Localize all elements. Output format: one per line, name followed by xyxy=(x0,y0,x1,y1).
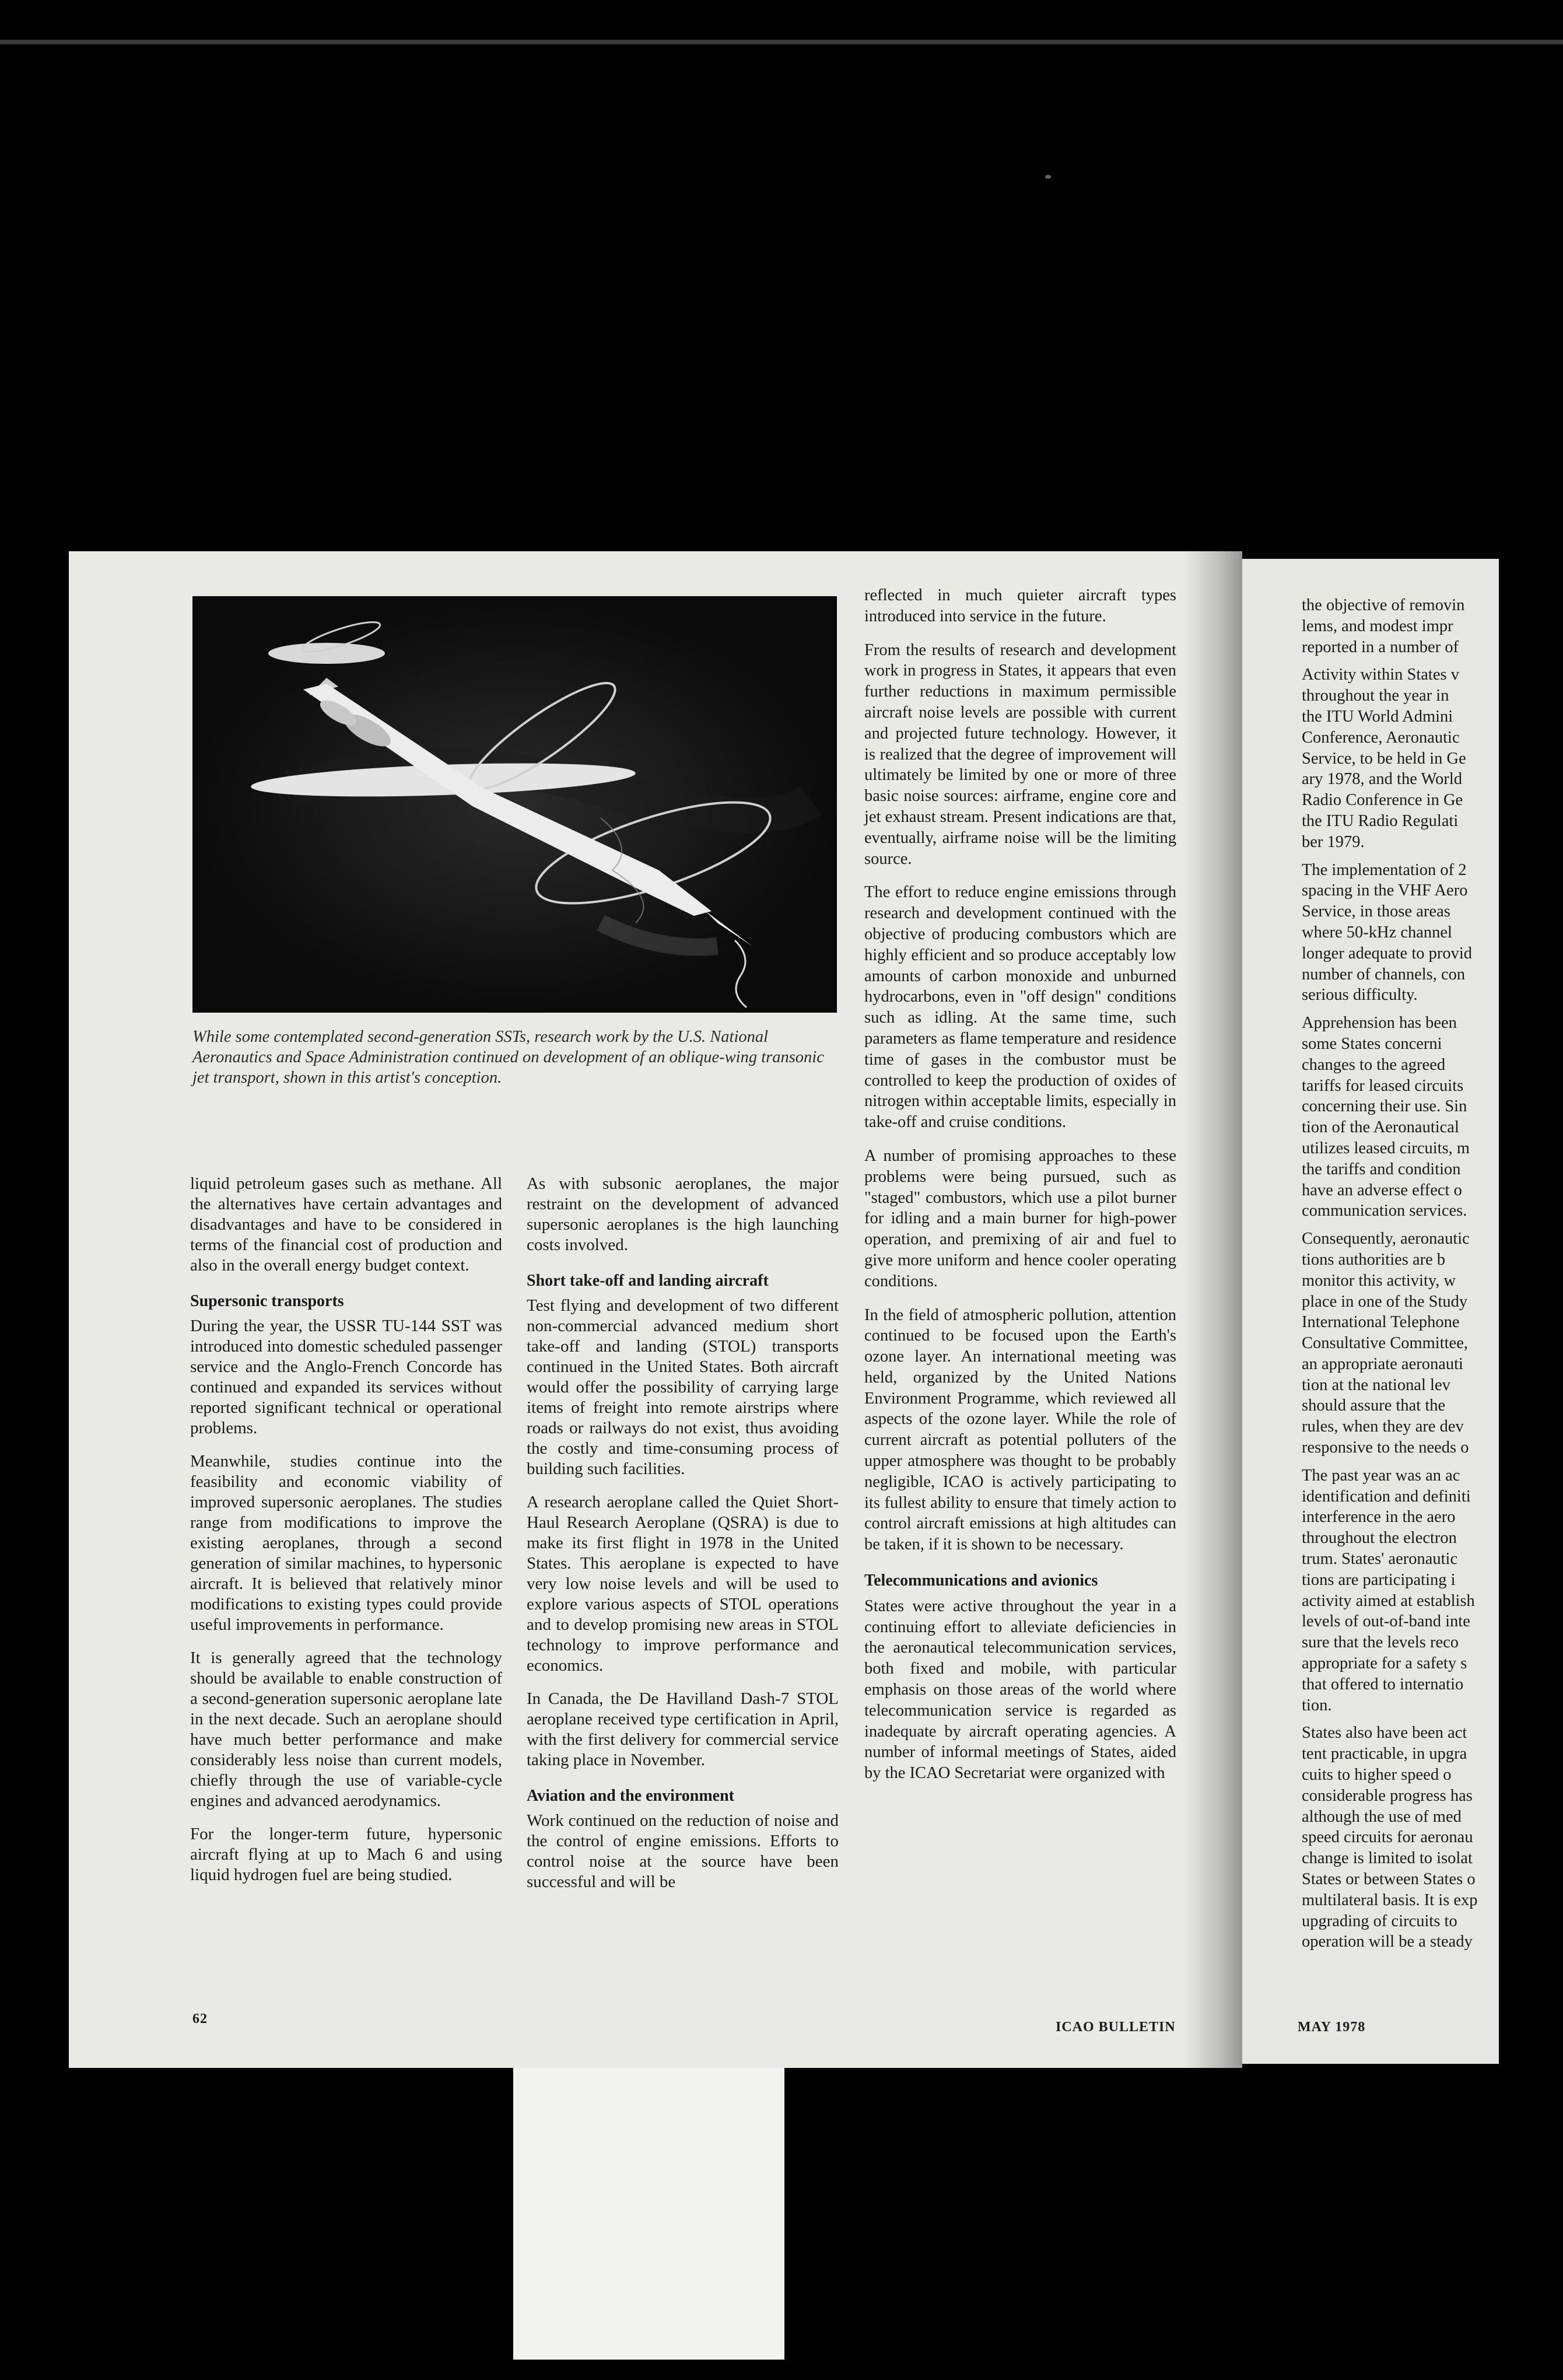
column-1 xyxy=(190,1174,502,1898)
text-line: operation will be a steady xyxy=(1302,1933,1473,1951)
text-line: that offered to internatio xyxy=(1302,1675,1464,1693)
text-line: place in one of the Study xyxy=(1302,1292,1468,1311)
paragraph: Meanwhile, studies continue into the feasibility and economic viability of improved supersonic aeroplanes. The studies range from modifications to improve the existing aeroplanes, through a second generation of similar machines, to hypersonic aircraft. It is believed that relatively minor modifications to existing types could provide useful improvements in performance. xyxy=(190,1452,502,1634)
text-line: tion at the national lev xyxy=(1302,1376,1450,1394)
text-line: States or between States o xyxy=(1302,1870,1476,1889)
aircraft-photo xyxy=(192,596,837,1013)
paragraph: During the year, the USSR TU-144 SST was introduced into domestic scheduled passenger service and the Anglo-French Concorde has continued and expanded its services without reported significant technical or operational problems. xyxy=(190,1317,502,1437)
text-line: ber 1979. xyxy=(1302,832,1365,851)
text-line: reported in a number of xyxy=(1302,638,1459,656)
text-line: tion of the Aeronautical xyxy=(1302,1118,1459,1137)
text-line: The implementation of 2 xyxy=(1302,860,1467,879)
photo-caption: While some contemplated second-generation SSTs, research work by the U.S. National Aeronautics and Space Administration continued on development of an oblique-wing transonic jet transport, shown in this artist's conception. xyxy=(192,1028,824,1087)
oblique-wing-aircraft-illustration xyxy=(192,596,837,1013)
text-line: spacing in the VHF Aero xyxy=(1302,881,1468,900)
text-line: responsive to the needs o xyxy=(1302,1438,1469,1457)
text-line: have an adverse effect o xyxy=(1302,1181,1462,1199)
text-line: trum. States' aeronautic xyxy=(1302,1550,1458,1569)
paragraph: liquid petroleum gases such as methane. All the alternatives have certain advantages and disadvantages and have to be considered in terms of the financial cost of production and also in the overall energy budget context. xyxy=(190,1174,502,1275)
text-line: throughout the year in xyxy=(1302,687,1449,705)
text-line: Service, in those areas xyxy=(1302,902,1450,921)
text-line: Consequently, aeronautic xyxy=(1302,1230,1470,1248)
text-line: tariffs for leased circuits xyxy=(1302,1076,1464,1095)
text-line: throughout the electron xyxy=(1302,1529,1457,1548)
text-line: tions authorities are b xyxy=(1302,1250,1446,1269)
text-line: The past year was an ac xyxy=(1302,1466,1460,1485)
paragraph: In Canada, the De Havilland Dash-7 STOL aeroplane received type certification in April, with the first delivery for commercial service taking place in November. xyxy=(527,1689,839,1769)
spine-shadow xyxy=(1184,551,1242,2068)
text-line: considerable progress has xyxy=(1302,1786,1473,1805)
paragraph: States were active throughout the year in a continuing effort to alleviate deficiencies in the aeronautical telecommunication services, both fixed and mobile, with particular emphasis on those areas of the world where telecommunication service is regarded as inadequate by aircraft operating agencies. A number of informal meetings of States, aided by the ICAO Secretariat were organized with xyxy=(864,1597,1176,1783)
text-line: number of channels, con xyxy=(1302,965,1466,984)
column-3 xyxy=(864,585,1176,1797)
text-line: Radio Conference in Ge xyxy=(1302,791,1463,810)
text-line: some States concerni xyxy=(1302,1034,1442,1053)
text-line: Consultative Committee, xyxy=(1302,1334,1468,1353)
text-line: communication services. xyxy=(1302,1202,1467,1220)
paragraph: As with subsonic aeroplanes, the major restraint on the development of advanced supersonic aeroplanes is the high launching costs involved. xyxy=(527,1174,839,1254)
text-line: sure that the levels reco xyxy=(1302,1633,1459,1652)
text-line: rules, when they are dev xyxy=(1302,1418,1464,1436)
section-heading-telecommunications: Telecommunications and avionics xyxy=(864,1572,1098,1590)
paragraph: A research aeroplane called the Quiet Short-Haul Research Aeroplane (QSRA) is due to make its first flight in 1978 in the United States. This aeroplane is expected to have very low noise levels and will be used to explore various aspects of STOL operations and to develop promising new areas in STOL technology to improve performance and economics. xyxy=(527,1493,839,1675)
text-line: the tariffs and condition xyxy=(1302,1160,1461,1178)
text-line: States also have been act xyxy=(1302,1724,1467,1742)
section-heading-environment: Aviation and the environment xyxy=(527,1787,734,1805)
text-line: tions are participating i xyxy=(1302,1570,1456,1589)
section-heading-stol: Short take-off and landing aircraft xyxy=(527,1272,769,1290)
text-line: lems, and modest impr xyxy=(1302,617,1453,635)
text-line: Activity within States v xyxy=(1302,666,1459,684)
text-line: utilizes leased circuits, m xyxy=(1302,1139,1470,1157)
text-line: multilateral basis. It is exp xyxy=(1302,1891,1478,1909)
paragraph: reflected in much quieter aircraft types introduced into service in the future. xyxy=(864,586,1176,625)
paragraph: From the results of research and development work in progress in States, it appears that even further reductions in maximum permissible aircraft noise levels are possible with current and projected future technology. However, it is realized that the degree of improvement will ultimately be limited by one or more of three basic noise sources: airframe, engine core and jet exhaust stream. Present indications are that, eventually, airframe noise will be the limiting source. xyxy=(864,640,1177,868)
text-line: Service, to be held in Ge xyxy=(1302,749,1466,768)
paper-tab xyxy=(513,2068,784,2360)
text-line: Apprehension has been xyxy=(1302,1014,1457,1032)
text-line: changes to the agreed xyxy=(1302,1055,1446,1074)
text-line: although the use of med xyxy=(1302,1807,1462,1826)
paragraph: Work continued on the reduction of noise and the control of engine emissions. Efforts to control noise at the source have been successful and will be xyxy=(527,1811,839,1891)
text-line: Conference, Aeronautic xyxy=(1302,728,1460,747)
text-line: interference in the aero xyxy=(1302,1508,1456,1527)
text-line: upgrading of circuits to xyxy=(1302,1912,1457,1930)
text-line: cuits to higher speed o xyxy=(1302,1766,1452,1784)
text-line: serious difficulty. xyxy=(1302,986,1418,1005)
text-line: concerning their use. Sin xyxy=(1302,1097,1467,1116)
scan-speck xyxy=(1045,175,1051,178)
paragraph: In the field of atmospheric pollution, attention continued to be focused upon the Earth's ozone layer. An international meeting was held, organized by the United Nations Environment Programme, which reviewed all aspects of the ozone layer. While the role of current aircraft as potential polluters of the upper atmosphere was thought to be probably negligible, ICAO is actively participating to its fullest ability to ensure that timely action to control aircraft emissions at high altitudes can be taken, if it is shown to be necessary. xyxy=(864,1306,1176,1554)
text-line: tent practicable, in upgra xyxy=(1302,1745,1467,1763)
text-line: speed circuits for aeronau xyxy=(1302,1828,1473,1847)
text-line: longer adequate to provid xyxy=(1302,944,1473,963)
text-line: monitor this activity, w xyxy=(1302,1271,1456,1290)
paragraph: A number of promising approaches to these problems were being pursued, such as "staged" combustors, which use a pilot burner for idling and a main burner for high-power operation, and premixing of air and fuel to give more uniform and hence cooler operating conditions. xyxy=(864,1146,1176,1290)
text-line: ary 1978, and the World xyxy=(1302,770,1462,789)
issue-date: MAY 1978 xyxy=(1298,2020,1366,2035)
text-line: should assure that the xyxy=(1302,1396,1446,1415)
text-line: the ITU World Admini xyxy=(1302,707,1453,726)
column-2 xyxy=(527,1174,839,1905)
text-line: identification and definiti xyxy=(1302,1487,1471,1506)
text-line: levels of out-of-band inte xyxy=(1302,1612,1470,1631)
text-line: appropriate for a safety s xyxy=(1302,1654,1467,1673)
paragraph: It is generally agreed that the technology should be available to enable construction of a second-generation supersonic aeroplane late in the next decade. Such an aeroplane should have much better performance and make considerably less noise than current models, chiefly through the use of variable-cycle engines and advanced aerodynamics. xyxy=(190,1648,502,1810)
text-line: the ITU Radio Regulati xyxy=(1302,811,1459,830)
section-heading-supersonic: Supersonic transports xyxy=(190,1292,344,1310)
text-line: International Telephone xyxy=(1302,1313,1460,1332)
text-line: activity aimed at establish xyxy=(1302,1591,1475,1610)
scan-edge-line xyxy=(0,40,1563,44)
text-line: the objective of removin xyxy=(1302,596,1465,614)
text-line: an appropriate aeronauti xyxy=(1302,1354,1463,1373)
text-line: where 50-kHz channel xyxy=(1302,923,1452,942)
publication-name: ICAO BULLETIN xyxy=(1056,2020,1176,2035)
paragraph: For the longer-term future, hypersonic aircraft flying at up to Mach 6 and using liquid hydrogen fuel are being studied. xyxy=(190,1825,502,1884)
paragraph: Test flying and development of two different non-commercial advanced medium short take-off and landing (STOL) transports continued in the United States. Both aircraft would offer the possibility of carrying large items of freight into remote airstrips where roads or railways do not exist, thus avoiding the costly and time-consuming process of building such facilities. xyxy=(527,1296,839,1478)
text-line: change is limited to isolat xyxy=(1302,1849,1473,1868)
page-number: 62 xyxy=(192,2011,208,2027)
text-line: tion. xyxy=(1302,1696,1332,1714)
column-4-cropped xyxy=(1302,595,1558,1952)
paragraph: The effort to reduce engine emissions through research and development continued with the objective of producing combustors which are highly efficient and so produce acceptably low amounts of carbon monoxide and unburned hydrocarbons, even in "off design" conditions such as idling. At the same time, such parameters as flame temperature and residence time of gases in the combustor must be controlled to keep the production of oxides of nitrogen within acceptable limits, especially in take-off and cruise conditions. xyxy=(864,883,1176,1132)
